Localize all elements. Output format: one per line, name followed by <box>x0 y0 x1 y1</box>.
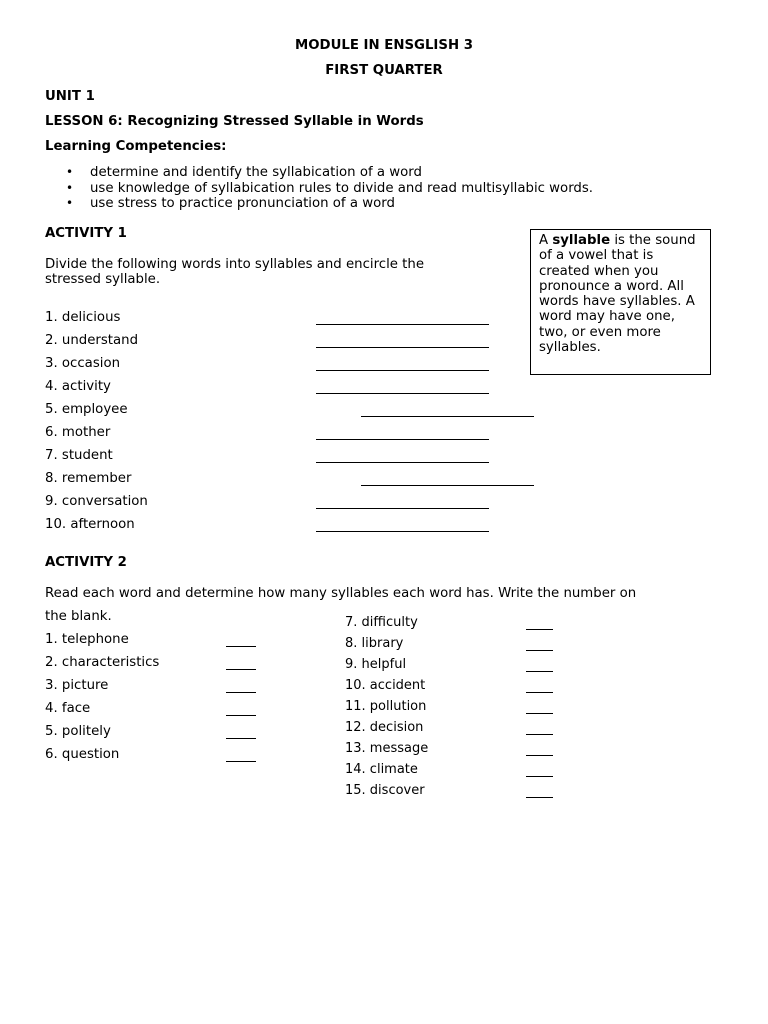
answer-blank[interactable] <box>526 734 553 735</box>
activity2-item: 3. picture <box>45 678 109 693</box>
answer-blank[interactable] <box>526 650 553 651</box>
answer-blank[interactable] <box>526 713 553 714</box>
activity1-item: 9. conversation <box>45 494 148 509</box>
competencies-heading: Learning Competencies: <box>45 139 227 154</box>
answer-blank[interactable] <box>316 393 489 394</box>
activity2-item: 4. face <box>45 701 91 716</box>
activity2-item: 1. telephone <box>45 632 129 647</box>
answer-blank[interactable] <box>316 508 489 509</box>
activity1-item: 8. remember <box>45 471 132 486</box>
activity2-item: 7. difficulty <box>345 615 418 630</box>
activity1-item: 3. occasion <box>45 356 121 371</box>
answer-blank[interactable] <box>226 692 256 693</box>
activity2-instruction: Read each word and determine how many syllables each word has. Write the number on <box>45 586 637 601</box>
activity2-item: 2. characteristics <box>45 655 160 670</box>
answer-blank[interactable] <box>316 347 489 348</box>
answer-blank[interactable] <box>226 646 256 647</box>
activity2-item: 13. message <box>345 741 429 756</box>
answer-blank[interactable] <box>526 629 553 630</box>
activity1-item: 6. mother <box>45 425 111 440</box>
module-title: MODULE IN ENSGLISH 3 <box>295 38 473 53</box>
activity2-item: 5. politely <box>45 724 111 739</box>
box-definition: is the sound of a vowel that is created when you pronounce a word. All words have syllables. A word may have one, two, or even more syllables. <box>539 233 696 356</box>
activity2-item: 6. question <box>45 747 120 762</box>
answer-blank[interactable] <box>316 462 489 463</box>
activity1-instruction-cont: stressed syllable. <box>45 272 161 287</box>
activity2-item: 12. decision <box>345 720 424 735</box>
activity2-item: 9. helpful <box>345 657 407 672</box>
box-prefix: A <box>539 233 553 248</box>
syllable-definition-box <box>530 229 711 375</box>
answer-blank[interactable] <box>361 485 534 486</box>
activity2-item: 8. library <box>345 636 404 651</box>
answer-blank[interactable] <box>526 776 553 777</box>
box-term: syllable <box>552 233 611 248</box>
activity2-item: 10. accident <box>345 678 426 693</box>
quarter-title: FIRST QUARTER <box>325 63 443 78</box>
activity1-item: 1. delicious <box>45 310 121 325</box>
answer-blank[interactable] <box>526 692 553 693</box>
competency-item: • determine and identify the syllabication of a word <box>66 165 593 181</box>
answer-blank[interactable] <box>316 370 489 371</box>
competency-item: • use knowledge of syllabication rules to divide and read multisyllabic words. <box>66 181 593 197</box>
answer-blank[interactable] <box>316 439 489 440</box>
competencies-list <box>66 165 593 212</box>
answer-blank[interactable] <box>361 416 534 417</box>
activity2-heading: ACTIVITY 2 <box>45 555 127 570</box>
answer-blank[interactable] <box>226 761 256 762</box>
activity2-item: 15. discover <box>345 783 425 798</box>
answer-blank[interactable] <box>226 669 256 670</box>
answer-blank[interactable] <box>526 755 553 756</box>
unit-heading: UNIT 1 <box>45 89 95 104</box>
activity1-item: 4. activity <box>45 379 111 394</box>
answer-blank[interactable] <box>226 715 256 716</box>
activity1-item: 2. understand <box>45 333 139 348</box>
answer-blank[interactable] <box>526 671 553 672</box>
answer-blank[interactable] <box>526 797 553 798</box>
activity2-instruction-cont: the blank. <box>45 609 112 624</box>
activity1-heading: ACTIVITY 1 <box>45 226 127 241</box>
activity1-item: 10. afternoon <box>45 517 135 532</box>
competency-item: • use stress to practice pronunciation of a word <box>66 196 593 212</box>
activity2-item: 14. climate <box>345 762 418 777</box>
activity2-item: 11. pollution <box>345 699 427 714</box>
activity1-item: 5. employee <box>45 402 128 417</box>
answer-blank[interactable] <box>316 531 489 532</box>
lesson-heading: LESSON 6: Recognizing Stressed Syllable in Words <box>45 114 424 129</box>
activity1-item: 7. student <box>45 448 113 463</box>
answer-blank[interactable] <box>316 324 489 325</box>
activity1-instruction: Divide the following words into syllables and encircle the <box>45 257 425 272</box>
answer-blank[interactable] <box>226 738 256 739</box>
